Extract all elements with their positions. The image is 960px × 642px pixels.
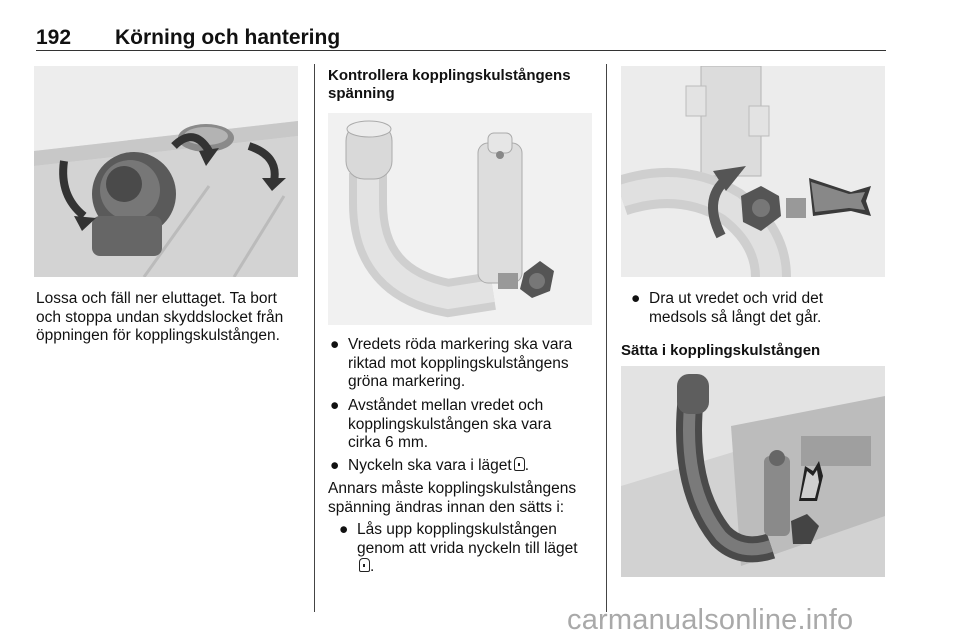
bullet-line: gröna markering. xyxy=(348,373,466,390)
bullet-dot: ● xyxy=(339,521,349,538)
figure-knob-pull xyxy=(621,66,885,277)
heading-line: spänning xyxy=(328,85,395,102)
bullet-line: Nyckeln ska vara i läget xyxy=(348,457,512,474)
column-divider-2 xyxy=(606,64,607,612)
bullet-line: genom att vrida nyckeln till läget xyxy=(357,539,578,557)
bullet-dot: ● xyxy=(330,397,340,414)
bullet-line-end: . xyxy=(524,457,529,474)
bullet-line: cirka 6 mm. xyxy=(348,434,429,451)
bullet-dot: ● xyxy=(330,336,340,353)
paragraph-otherwise xyxy=(328,480,603,517)
figure-socket xyxy=(34,66,298,277)
para-line: spänning ändras innan den sätts i: xyxy=(328,498,565,516)
header-rule xyxy=(36,50,886,51)
bullet-dot: ● xyxy=(330,457,340,474)
bullet-line: Vredets röda markering ska vara xyxy=(348,336,573,353)
figure-insert-bar xyxy=(621,366,885,577)
bullet-line: medsols så långt det går. xyxy=(649,308,822,326)
caption-line: och stoppa undan skyddslocket från xyxy=(36,308,284,326)
bullet-line: Dra ut vredet och vrid det xyxy=(649,290,824,307)
column-divider-1 xyxy=(314,64,315,612)
caption-line: öppningen för kopplingskulstången. xyxy=(36,327,280,344)
bullet-line: riktad mot kopplingskulstångens xyxy=(348,354,569,372)
bullet-line-end: . xyxy=(370,558,375,575)
figure-ball-bar xyxy=(328,113,592,325)
section-heading-insert: Sätta i kopplingskulstången xyxy=(621,342,821,359)
key-lock-icon xyxy=(514,457,525,471)
heading-line: Kontrollera kopplingskulstångens xyxy=(328,67,571,84)
chapter-title: Körning och hantering xyxy=(115,26,341,49)
page-header xyxy=(36,14,886,50)
bullet-line: kopplingskulstången ska vara xyxy=(348,415,552,433)
key-unlock-icon xyxy=(359,558,370,572)
watermark-text: carmanualsonline.info xyxy=(567,604,854,636)
para-line: Annars måste kopplingskulstångens xyxy=(328,480,577,497)
section-heading-tension xyxy=(328,67,598,103)
bullet-line: Lås upp kopplingskulstången xyxy=(357,521,557,538)
page-number: 192 xyxy=(36,26,72,49)
bullet-line: Avståndet mellan vredet och xyxy=(348,397,544,414)
left-caption xyxy=(36,290,306,346)
caption-line: Lossa och fäll ner eluttaget. Ta bort xyxy=(36,290,277,307)
bullet-dot: ● xyxy=(631,290,641,307)
